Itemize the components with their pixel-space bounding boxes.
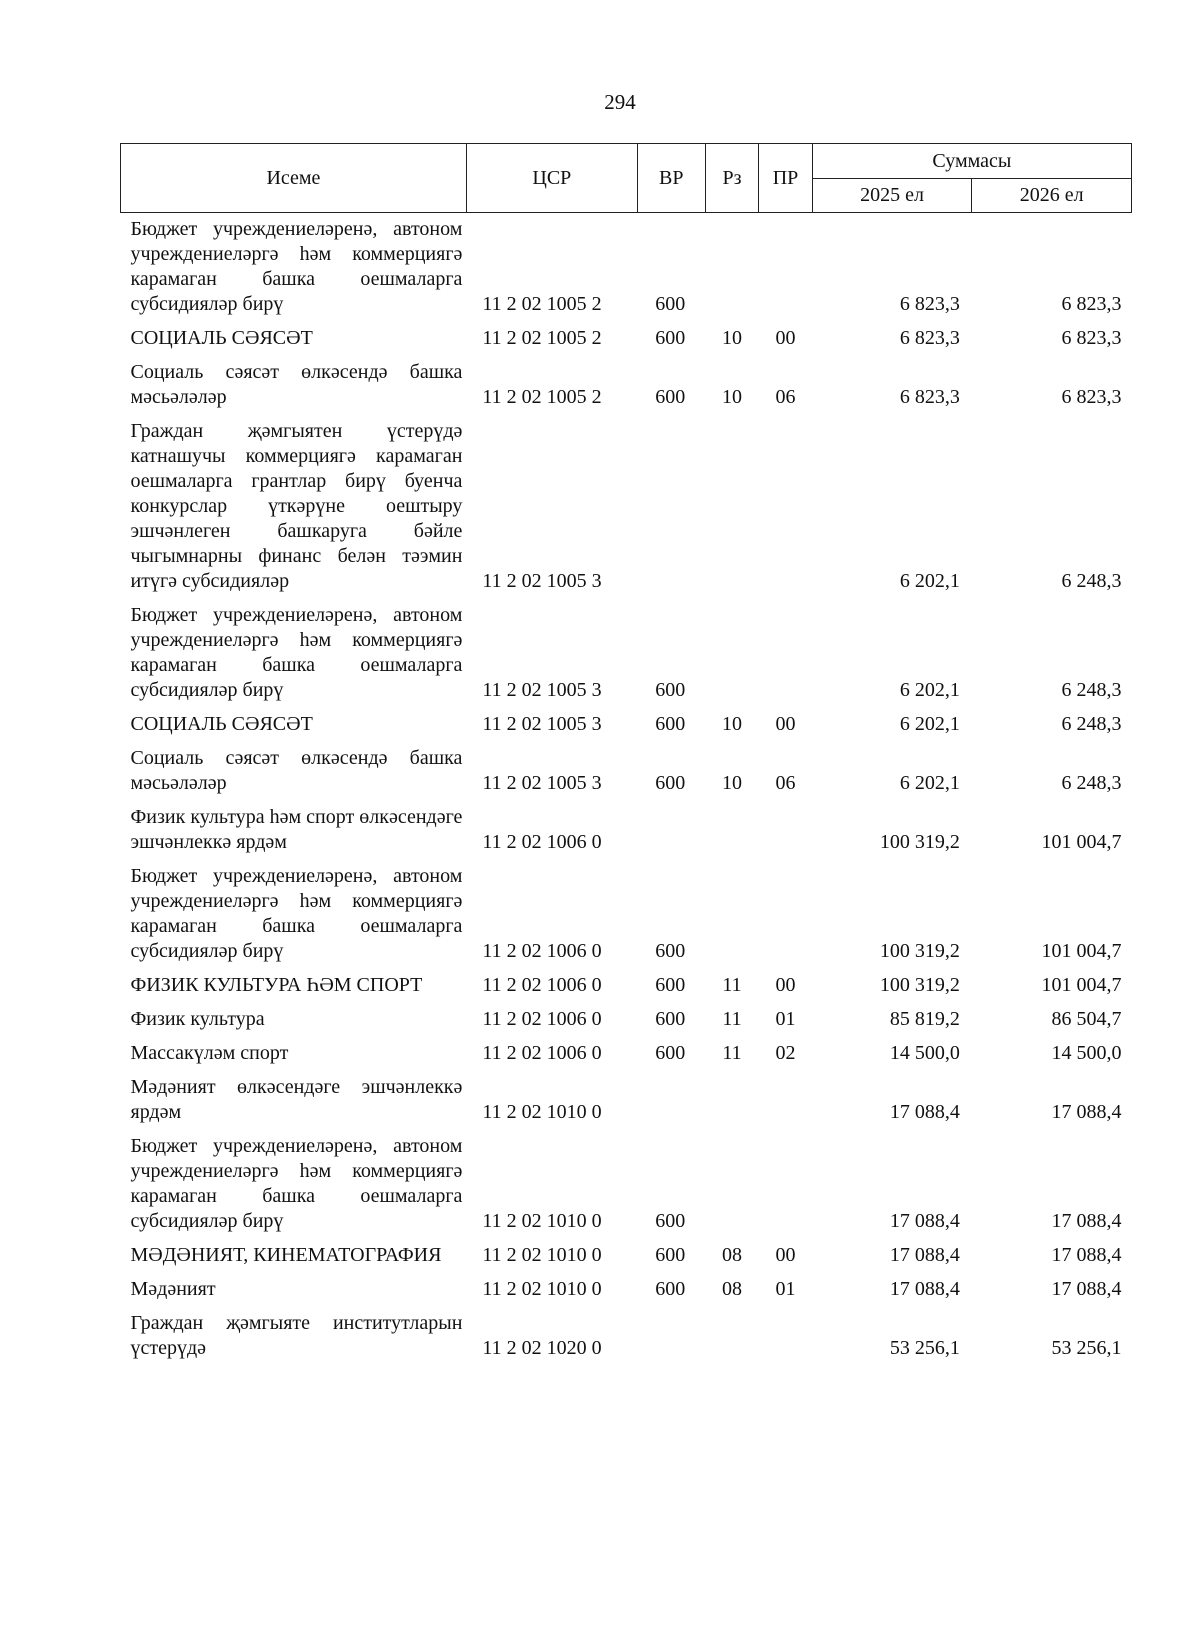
row-rz [705, 415, 759, 599]
table-row [121, 801, 1132, 860]
row-csr: 11 2 02 1005 3 [482, 570, 602, 592]
row-name: СОЦИАЛЬ СӘЯСӘТ [130, 713, 313, 735]
row-vr [637, 801, 705, 860]
row-rz: 11 [722, 1042, 742, 1064]
table-row [121, 1239, 1132, 1273]
row-csr: 11 2 02 1005 2 [482, 327, 602, 349]
row-rz: 08 [722, 1244, 742, 1266]
header-year-2026: 2026 ел [972, 179, 1132, 213]
row-rz: 10 [722, 713, 742, 735]
row-vr: 600 [655, 1210, 686, 1232]
row-pr [759, 1130, 813, 1239]
header-sums: Суммасы [812, 144, 1131, 179]
row-csr: 11 2 02 1006 0 [482, 1008, 602, 1030]
header-csr: ЦСР [466, 144, 637, 213]
row-sum-2026: 6 823,3 [1061, 327, 1122, 349]
row-rz [705, 599, 759, 708]
row-sum-2025: 100 319,2 [879, 974, 960, 996]
row-sum-2025: 6 823,3 [899, 386, 960, 408]
row-rz: 11 [722, 974, 742, 996]
header-pr: ПР [759, 144, 813, 213]
row-rz: 08 [722, 1278, 742, 1300]
table-row [121, 322, 1132, 356]
row-pr: 02 [775, 1042, 796, 1064]
row-sum-2025: 6 202,1 [899, 679, 960, 701]
row-name: Граждан җәмгыятен үстерүдә катнашучы коммерциягә карамаган оешмаларга грантлар бирү буенча конкурслар үткәрүне оештыру эшчәнлеген башкаруга бәйле чыгымнарны финанс белән тәэмин итүгә субсидияләр [130, 420, 463, 592]
row-vr: 600 [655, 386, 686, 408]
table-row [121, 742, 1132, 801]
row-csr: 11 2 02 1005 3 [482, 679, 602, 701]
row-name: Бюджет учреждениеләренә, автоном учреждениеләргә һәм коммерциягә карамаган башка оешмаларга субсидияләр бирү [130, 604, 463, 701]
row-pr [759, 415, 813, 599]
row-sum-2026: 17 088,4 [1051, 1278, 1122, 1300]
table-row [121, 1037, 1132, 1071]
row-sum-2025: 17 088,4 [889, 1101, 960, 1123]
row-name: Физик культура һәм спорт өлкәсендәге эшчәнлеккә ярдәм [130, 806, 463, 853]
row-csr: 11 2 02 1006 0 [482, 974, 602, 996]
row-sum-2026: 14 500,0 [1051, 1042, 1122, 1064]
budget-table [120, 143, 1132, 1366]
row-pr: 00 [775, 974, 796, 996]
table-row [121, 1273, 1132, 1307]
row-csr: 11 2 02 1010 0 [482, 1101, 602, 1123]
row-sum-2026: 6 248,3 [1061, 713, 1122, 735]
row-sum-2026: 53 256,1 [1051, 1337, 1122, 1359]
row-csr: 11 2 02 1010 0 [482, 1244, 602, 1266]
row-sum-2026: 17 088,4 [1051, 1101, 1122, 1123]
row-name: СОЦИАЛЬ СӘЯСӘТ [130, 327, 313, 349]
row-pr [759, 860, 813, 969]
table-row [121, 356, 1132, 415]
row-pr: 00 [775, 327, 796, 349]
row-name: Бюджет учреждениеләренә, автоном учреждениеләргә һәм коммерциягә карамаган башка оешмаларга субсидияләр бирү [130, 218, 463, 315]
row-sum-2026: 6 248,3 [1061, 772, 1122, 794]
row-csr: 11 2 02 1005 3 [482, 772, 602, 794]
row-name: Бюджет учреждениеләренә, автоном учреждениеләргә һәм коммерциягә карамаган башка оешмаларга субсидияләр бирү [130, 1135, 463, 1232]
row-sum-2026: 6 823,3 [1061, 386, 1122, 408]
row-pr: 00 [775, 713, 796, 735]
table-row [121, 599, 1132, 708]
row-vr: 600 [655, 293, 686, 315]
table-row [121, 415, 1132, 599]
row-csr: 11 2 02 1010 0 [482, 1278, 602, 1300]
row-vr: 600 [655, 940, 686, 962]
row-sum-2025: 100 319,2 [879, 831, 960, 853]
row-vr: 600 [655, 1008, 686, 1030]
row-pr: 06 [775, 386, 796, 408]
row-rz: 11 [722, 1008, 742, 1030]
row-rz: 10 [722, 386, 742, 408]
row-pr [759, 213, 813, 323]
row-name: Массакүләм спорт [130, 1042, 289, 1064]
header-rz: Рз [705, 144, 759, 213]
row-vr: 600 [655, 327, 686, 349]
row-sum-2025: 6 202,1 [899, 570, 960, 592]
row-rz [705, 1130, 759, 1239]
row-sum-2025: 6 202,1 [899, 772, 960, 794]
row-pr [759, 801, 813, 860]
row-sum-2025: 17 088,4 [889, 1278, 960, 1300]
row-rz: 10 [722, 772, 742, 794]
table-row [121, 1130, 1132, 1239]
row-pr [759, 1307, 813, 1366]
row-vr: 600 [655, 1042, 686, 1064]
row-pr [759, 599, 813, 708]
header-vr: ВР [637, 144, 705, 213]
row-csr: 11 2 02 1006 0 [482, 831, 602, 853]
row-name: Бюджет учреждениеләренә, автоном учреждениеләргә һәм коммерциягә карамаган башка оешмаларга субсидияләр бирү [130, 865, 463, 962]
row-vr: 600 [655, 1278, 686, 1300]
table-row [121, 969, 1132, 1003]
row-rz [705, 1307, 759, 1366]
row-csr: 11 2 02 1020 0 [482, 1337, 602, 1359]
table-row [121, 1003, 1132, 1037]
table-body [121, 213, 1132, 1367]
row-name: МӘДӘНИЯТ, КИНЕМАТОГРАФИЯ [130, 1244, 442, 1266]
header-name: Исеме [121, 144, 467, 213]
row-sum-2026: 17 088,4 [1051, 1244, 1122, 1266]
row-csr: 11 2 02 1005 2 [482, 293, 602, 315]
row-name: Социаль сәясәт өлкәсендә башка мәсьәләләр [130, 747, 463, 794]
row-csr: 11 2 02 1005 2 [482, 386, 602, 408]
row-sum-2026: 6 248,3 [1061, 679, 1122, 701]
row-name: Граждан җәмгыяте институтларын үстерүдә [130, 1312, 463, 1359]
row-sum-2025: 6 823,3 [899, 293, 960, 315]
table-row [121, 860, 1132, 969]
table-row [121, 1071, 1132, 1130]
table-row [121, 213, 1132, 323]
row-sum-2025: 53 256,1 [889, 1337, 960, 1359]
row-vr [637, 1307, 705, 1366]
row-rz [705, 1071, 759, 1130]
row-name: Мәдәният өлкәсендәге эшчәнлеккә ярдәм [130, 1076, 463, 1123]
row-csr: 11 2 02 1006 0 [482, 1042, 602, 1064]
row-pr: 06 [775, 772, 796, 794]
row-vr [637, 415, 705, 599]
row-name: Мәдәният [130, 1278, 216, 1300]
row-vr: 600 [655, 679, 686, 701]
row-sum-2026: 17 088,4 [1051, 1210, 1122, 1232]
table-header [121, 144, 1132, 213]
row-csr: 11 2 02 1005 3 [482, 713, 602, 735]
row-sum-2026: 6 823,3 [1061, 293, 1122, 315]
table-row [121, 708, 1132, 742]
table-row [121, 1307, 1132, 1366]
row-pr: 01 [775, 1008, 796, 1030]
row-pr: 00 [775, 1244, 796, 1266]
row-sum-2025: 17 088,4 [889, 1210, 960, 1232]
row-sum-2025: 14 500,0 [889, 1042, 960, 1064]
row-sum-2025: 6 823,3 [899, 327, 960, 349]
row-sum-2026: 101 004,7 [1041, 940, 1122, 962]
row-sum-2025: 85 819,2 [889, 1008, 960, 1030]
row-name: Физик культура [130, 1008, 265, 1030]
row-csr: 11 2 02 1010 0 [482, 1210, 602, 1232]
row-vr: 600 [655, 713, 686, 735]
row-name: Социаль сәясәт өлкәсендә башка мәсьәләләр [130, 361, 463, 408]
row-pr [759, 1071, 813, 1130]
row-vr: 600 [655, 772, 686, 794]
row-name: ФИЗИК КУЛЬТУРА ҺӘМ СПОРТ [130, 974, 423, 996]
row-rz: 10 [722, 327, 742, 349]
row-sum-2026: 86 504,7 [1051, 1008, 1122, 1030]
row-sum-2025: 100 319,2 [879, 940, 960, 962]
row-vr: 600 [655, 1244, 686, 1266]
page-number: 294 [604, 90, 636, 114]
row-vr [637, 1071, 705, 1130]
row-sum-2025: 17 088,4 [889, 1244, 960, 1266]
row-csr: 11 2 02 1006 0 [482, 940, 602, 962]
header-year-2025: 2025 ел [812, 179, 972, 213]
row-sum-2026: 101 004,7 [1041, 831, 1122, 853]
row-sum-2025: 6 202,1 [899, 713, 960, 735]
row-vr: 600 [655, 974, 686, 996]
row-rz [705, 801, 759, 860]
row-rz [705, 860, 759, 969]
row-rz [705, 213, 759, 323]
row-pr: 01 [775, 1278, 796, 1300]
row-sum-2026: 101 004,7 [1041, 974, 1122, 996]
row-sum-2026: 6 248,3 [1061, 570, 1122, 592]
